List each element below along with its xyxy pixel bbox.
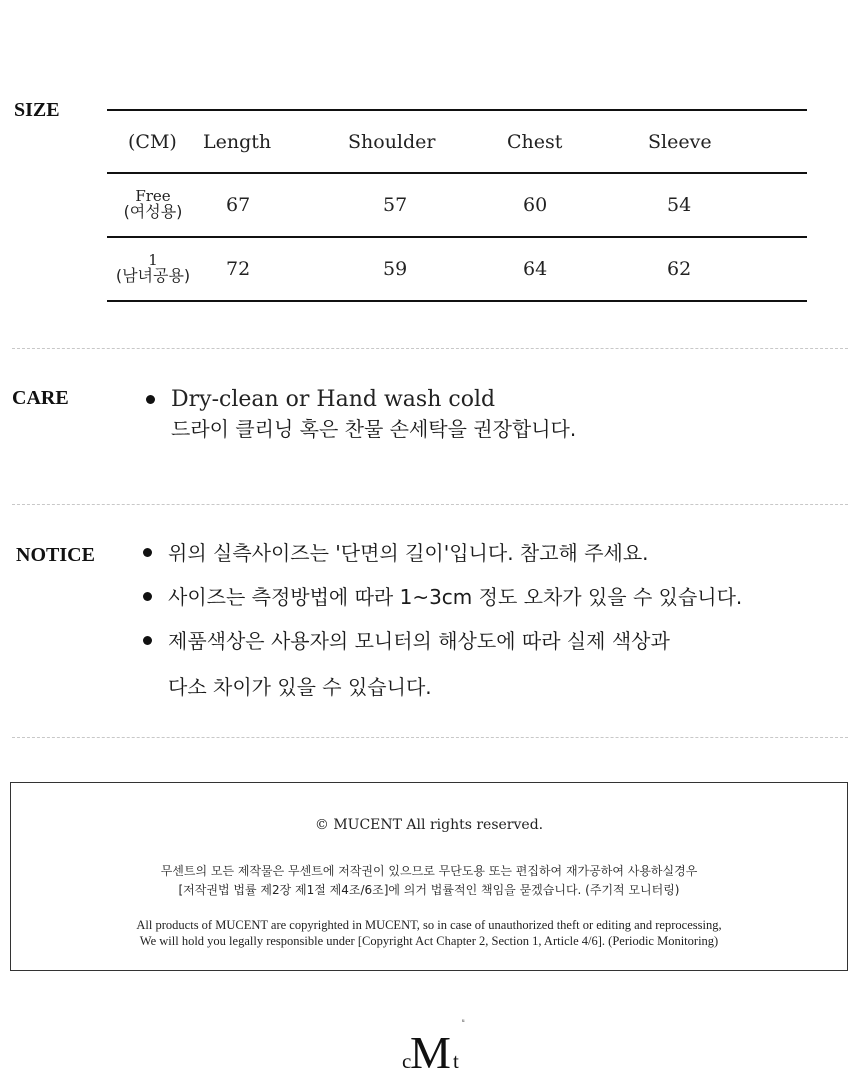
copyright-en-line-1: All products of MUCENT are copyrighted in MUCENT, so in case of unauthorized theft or editing and reprocessing, bbox=[136, 918, 722, 932]
section-divider bbox=[12, 737, 848, 738]
header-shoulder: Shoulder bbox=[348, 130, 436, 153]
copyright-box bbox=[10, 782, 848, 971]
table-row bbox=[107, 238, 807, 300]
table-bottom-rule bbox=[107, 300, 807, 302]
notice-section-label: NOTICE bbox=[16, 544, 95, 566]
size-section-label: SIZE bbox=[14, 99, 60, 121]
cell-chest: 64 bbox=[523, 258, 548, 280]
cell-shoulder: 57 bbox=[383, 194, 408, 216]
bullet-dot bbox=[143, 548, 152, 557]
notice-text: 위의 실측사이즈는 '단면의 길이'입니다. 참고해 주세요. bbox=[168, 541, 649, 565]
bullet-dot bbox=[146, 395, 155, 404]
care-line-en: Dry-clean or Hand wash cold bbox=[171, 387, 496, 412]
header-sleeve: Sleeve bbox=[648, 130, 712, 153]
section-divider bbox=[12, 348, 848, 349]
logo-letter-right: t bbox=[453, 1049, 459, 1073]
notice-item bbox=[143, 583, 742, 611]
row-label bbox=[107, 174, 199, 236]
bullet-dot bbox=[143, 592, 152, 601]
care-text bbox=[171, 386, 576, 444]
bullet-dot bbox=[143, 636, 152, 645]
logo-letter-left: c bbox=[402, 1049, 412, 1073]
notice-text: 제품색상은 사용자의 모니터의 해상도에 따라 실제 색상과 bbox=[168, 629, 670, 653]
cell-chest: 60 bbox=[523, 194, 548, 216]
cell-length: 72 bbox=[226, 258, 251, 280]
care-item bbox=[146, 386, 576, 444]
notice-continuation: 다소 차이가 있을 수 있습니다. bbox=[168, 675, 432, 699]
logo-letter-center: M bbox=[410, 1027, 451, 1073]
cell-sleeve: 54 bbox=[667, 194, 692, 216]
row-size-note: (남녀공용) bbox=[115, 266, 191, 286]
table-header-row bbox=[107, 111, 807, 172]
size-table bbox=[107, 109, 807, 302]
cell-shoulder: 59 bbox=[383, 258, 408, 280]
header-chest: Chest bbox=[507, 130, 563, 153]
section-divider bbox=[12, 504, 848, 505]
row-size-name: 1 bbox=[148, 250, 158, 269]
notice-text: 사이즈는 측정방법에 따라 1~3cm 정도 오차가 있을 수 있습니다. bbox=[168, 585, 743, 609]
header-length: Length bbox=[203, 130, 272, 153]
logo-mark bbox=[398, 1018, 468, 1073]
cell-length: 67 bbox=[226, 194, 251, 216]
notice-item bbox=[143, 627, 670, 655]
logo-letter-small: u bbox=[462, 1019, 465, 1024]
care-section-label: CARE bbox=[12, 387, 69, 409]
table-row bbox=[107, 174, 807, 236]
header-unit: (CM) bbox=[128, 130, 177, 153]
mucent-logo bbox=[398, 1018, 468, 1073]
row-size-note: (여성용) bbox=[123, 202, 183, 222]
notice-item bbox=[143, 539, 649, 567]
copyright-line: © MUCENT All rights reserved. bbox=[314, 817, 544, 833]
row-label bbox=[107, 238, 199, 300]
copyright-en-line-2: We will hold you legally responsible under [Copyright Act Chapter 2, Section 1, Article 4/6]. (Periodic Monitoring) bbox=[139, 934, 719, 948]
row-size-name: Free bbox=[135, 186, 171, 205]
cell-sleeve: 62 bbox=[667, 258, 692, 280]
copyright-kr-line-1: 무센트의 모든 제작물은 무센트에 저작권이 있으므로 무단도용 또는 편집하여 재가공하여 사용하실경우 bbox=[160, 864, 698, 878]
copyright-kr-line-2: [저작권법 법률 제2장 제1절 제4조/6조]에 의거 법률적인 책임을 묻겠습니다. (주기적 모니터링) bbox=[178, 883, 680, 897]
care-line-kr: 드라이 클리닝 혹은 찬물 손세탁을 권장합니다. bbox=[171, 417, 577, 441]
